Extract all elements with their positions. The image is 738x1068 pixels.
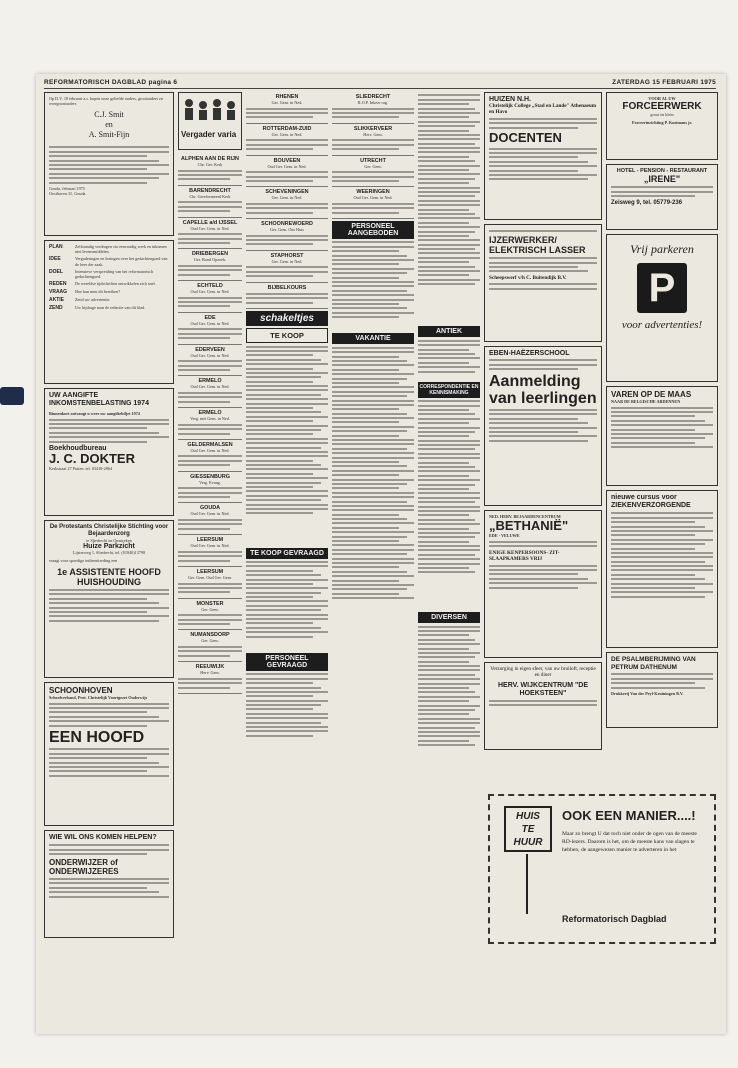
church-entry xyxy=(178,408,242,440)
huize-name: Huize Parkzicht xyxy=(83,543,135,551)
church-location: GIESSENBURG xyxy=(190,473,230,480)
church-entry xyxy=(246,156,328,188)
varen-title: VAREN OP DE MAAS xyxy=(611,390,692,399)
column-1 xyxy=(44,92,174,942)
functie-title: 1e ASSISTENTE HOOFD HUISHOUDING xyxy=(57,566,161,587)
birth-address: Oosthaven 31, Gouda. xyxy=(49,191,87,197)
church-entry xyxy=(178,376,242,408)
sign-post xyxy=(526,854,528,914)
varen-ad xyxy=(606,386,718,486)
wie-title: WIE WIL ONS KOMEN HELPEN? xyxy=(49,834,157,841)
rd-name: Reformatorisch Dagblad xyxy=(562,914,667,924)
huize-address: Lijsterweg 1, Sliedrecht, tel. (01840)13798 xyxy=(72,550,146,556)
church-congregation: Ger. Gem. in Ned. xyxy=(271,195,303,201)
church-location: EDERVEEN xyxy=(195,346,225,353)
birth-intro: Op D.V. 18 februari a.s. hopen onze geliefde ouders, grootouders en overgrootouders xyxy=(49,96,163,107)
church-congregation: Herv. Gem. xyxy=(200,670,220,676)
legend-label-idee: IDEE xyxy=(49,256,61,263)
te-koop-gevraagd-heading: TE KOOP GEVRAAGD xyxy=(246,548,328,559)
church-congregation: Ger. Gem. Ons Huis xyxy=(269,227,305,233)
bethanie-pre: NED. HERV. BEJAARDENCENTRUM xyxy=(489,514,561,519)
ijzer-title: IJZERWERKER/ ELEKTRISCH LASSER xyxy=(489,234,586,255)
huis-te-huur-sign-icon xyxy=(504,806,552,852)
church-location: ROTTERDAM-ZUID xyxy=(262,125,312,132)
church-location: ERMELO xyxy=(198,410,222,417)
sign-huis: HUIS xyxy=(516,811,540,822)
te-koop-heading: TE KOOP xyxy=(246,328,328,343)
eben-title: EBEN-HAËZERSCHOOL xyxy=(489,350,570,357)
ook-een-title: OOK EEN MANIER....! xyxy=(562,808,696,823)
church-entry xyxy=(178,249,242,281)
church-congregation: Herv. Gem. xyxy=(363,131,383,137)
column-2 xyxy=(178,92,242,694)
ook-een-manier-ad xyxy=(488,794,716,944)
church-congregation: Ger. Gem. in Ned. xyxy=(271,100,303,105)
church-entry xyxy=(246,124,328,156)
hotel-name: „IRENE" xyxy=(643,174,681,184)
dokter-name: J. C. DOKTER xyxy=(49,450,135,466)
legend-block xyxy=(44,240,174,384)
birth-name-1: C.J. Smit xyxy=(94,110,124,120)
forceer-ad xyxy=(606,92,718,160)
verzorging-text: Verzorging in eigen sfeer, van uw bruiloft, receptie en diner xyxy=(490,666,596,679)
church-location: SCHEVENINGEN xyxy=(265,189,309,196)
legend-label-plan: PLAN xyxy=(49,244,63,250)
voor-title: VOOR AL UW xyxy=(648,96,676,101)
hoeksteen-title: HERV. WIJKCENTRUM "DE HOEKSTEEN" xyxy=(497,681,589,697)
eben-ad xyxy=(484,346,602,506)
church-location: GELDERMALSEN xyxy=(187,441,233,448)
church-entry xyxy=(178,440,242,472)
schoonhoven-ad xyxy=(44,682,174,826)
church-location: REEUWIJK xyxy=(195,664,225,671)
church-entry xyxy=(332,92,414,124)
church-congregation: Ger. Gem. xyxy=(364,163,382,169)
church-location: BIJBELKOURS xyxy=(267,284,307,291)
legend-label-doel: DOEL xyxy=(49,268,63,275)
legend-label-zend: ZEND xyxy=(49,305,63,312)
church-location: EDE xyxy=(204,314,216,321)
church-entry xyxy=(178,662,242,694)
church-congregation: Oud Ger. Gem. in Ned. xyxy=(190,320,230,326)
correspondentie-heading: CORRESPONDENTIE EN KENNISMAKING xyxy=(419,383,479,396)
church-location: RHENEN xyxy=(275,94,299,100)
church-congregation: Oud Ger. Gem. in Ned. xyxy=(190,447,230,453)
church-congregation: Chr. Gereformeerd Kerk xyxy=(189,193,231,199)
hoeksteen-ad xyxy=(484,662,602,750)
church-congregation: Ger. Bond Opzoek. xyxy=(193,257,227,263)
birth-announcement xyxy=(44,92,174,236)
church-location: LEERSUM xyxy=(196,568,224,575)
page-header xyxy=(44,79,716,89)
church-entry xyxy=(246,283,328,310)
aanmelding-title: Aanmelding van leerlingen xyxy=(489,372,597,407)
church-entry xyxy=(178,630,242,662)
newspaper-page xyxy=(36,74,726,1034)
ijzer-company: Scheepswerf v/h C. Buitendijk B.V. xyxy=(489,274,567,281)
church-congregation: Oud Ger. Gem. in Ned. xyxy=(353,195,393,201)
stichting-ad xyxy=(44,520,174,678)
col3-church-list xyxy=(246,92,328,309)
church-location: ECHTELD xyxy=(197,283,223,290)
legend-text-vraag: Hoe kan men dit bereiken? xyxy=(75,289,121,295)
psalm-company: Drukkerij Van der Peyl-Kruiningen B.V. xyxy=(611,690,684,696)
column-5 xyxy=(418,92,480,776)
church-congregation: Oud Ger. Gem. in Ned. xyxy=(190,511,230,517)
docenten-title: DOCENTEN xyxy=(489,130,562,146)
huizen-title: HUIZEN N.H. xyxy=(489,96,531,103)
legend-label-vraag: VRAAG xyxy=(49,289,68,296)
sign-te: TE xyxy=(521,824,535,835)
church-congregation: R.O.P. Inkeer org. xyxy=(357,100,389,105)
church-entry xyxy=(178,472,242,504)
church-congregation: Oud Ger. Gem. in Ned. xyxy=(190,543,230,549)
onderwijzer-ad xyxy=(44,830,174,938)
church-location: LEERSUM xyxy=(196,537,224,544)
zenne-title: ENIGE KENPERSOONS- ZIT-SLAAPKAMERS VRIJ xyxy=(489,549,560,562)
legend-text-idee: Vergaderingen en lezingen over het gedachtengoed van de heer der zaak. xyxy=(75,256,168,267)
church-entry xyxy=(246,92,328,124)
church-congregation: Oud Ger. Gem. in Ned. xyxy=(190,352,230,358)
church-congregation: Verg. met Gem. in Ned. xyxy=(190,416,230,422)
parking-sign-icon: P xyxy=(637,263,687,313)
church-location: MONSTER xyxy=(196,600,224,607)
header-left: REFORMATORISCH DAGBLAD pagina 6 xyxy=(44,79,178,86)
church-location: WEERINGEN xyxy=(356,189,390,196)
ook-een-text: Maar zo brengt U dat toch niet onder de ogen van de meeste RD-lezers. Daarom is het, om de meeste kans van slagen te hebben, de aangewezen manier te adverteren in het xyxy=(562,831,697,853)
header-right: ZATERDAG 15 FEBRUARI 1975 xyxy=(612,79,716,86)
stichting-title: De Protestants Christelijke Stichting voor Bejaardenzorg xyxy=(49,524,169,537)
church-entry xyxy=(178,186,242,218)
birth-date: Gouda, februari 1975 xyxy=(49,185,85,191)
antiek-heading: ANTIEK xyxy=(418,326,480,337)
vergader-varia-box xyxy=(178,92,242,150)
personeel-gevraagd-heading: PERSONEEL GEVRAAGD xyxy=(246,653,328,671)
church-entry xyxy=(178,281,242,313)
vrij-parkeren-title: Vrij parkeren xyxy=(630,242,694,256)
huizen-ad xyxy=(484,92,602,220)
een-hoofd-title: EEN HOOFD xyxy=(49,728,145,746)
ziekenverz-ad xyxy=(606,490,718,648)
bethanie-ad xyxy=(484,510,602,658)
church-entry xyxy=(178,535,242,567)
tax-ad xyxy=(44,388,174,516)
ziekenverz-title: nieuwe cursus voor ZIEKENVERZORGENDE xyxy=(611,494,691,509)
birth-name-2: en xyxy=(105,120,113,130)
tax-subtitle: Binnenkort ontvangt u weer uw aangiftebiljet 1974 xyxy=(49,411,140,416)
church-entry xyxy=(246,219,328,251)
col4-church-list xyxy=(332,92,414,219)
church-location: CAPELLE a/d IJSSEL xyxy=(182,219,238,226)
church-location: SLIEDRECHT xyxy=(355,94,391,100)
vraagt-text: vraagt voor spoedige indiensttreding een xyxy=(49,558,118,564)
ijzer-ad xyxy=(484,224,602,342)
column-3 xyxy=(246,92,328,753)
church-location: ALPHEN AAN DE RIJN xyxy=(181,156,239,162)
church-location: ERMELO xyxy=(198,378,222,385)
legend-text-plan: Zelfstandig verdragen via eenvoudig werk en inkomen met levensmiddelen. xyxy=(75,244,167,255)
vakantie-heading: VAKANTIE xyxy=(332,333,414,344)
church-location: BOUVEEN xyxy=(273,157,301,164)
diversen-heading: DIVERSEN xyxy=(418,612,480,623)
church-entry xyxy=(246,187,328,219)
church-entry xyxy=(332,156,414,188)
church-congregation: Verg. Evang. xyxy=(199,479,221,485)
hotel-ad xyxy=(606,164,718,230)
church-congregation: Oud Ger. Gem. in Ned. xyxy=(267,163,307,169)
church-location: DRIEBERGEN xyxy=(192,251,228,258)
schoonhoven-title: SCHOONHOVEN xyxy=(49,686,113,695)
church-entry xyxy=(332,124,414,156)
voor-advertenties: voor advertenties! xyxy=(621,319,703,331)
church-congregation: Oud Ger. Gem. in Ned. xyxy=(190,289,230,295)
boekhoud-label: Boekhoudbureau xyxy=(49,444,107,452)
church-entry xyxy=(178,218,242,250)
church-congregation: Oud Ger. Gem. in Ned. xyxy=(190,225,230,231)
varen-sub: NAAR DE BELGISCHE ARDENNEN xyxy=(611,399,681,404)
legend-text-doel: Intensieve verspreiding van het reformatorisch gedachtengoed. xyxy=(75,268,154,280)
huizen-sub: Christelijk College „Stad en Lande" Athenaeum en Havo xyxy=(489,103,597,116)
forceer-company: Forceerinrichting P. Kooimans jr. xyxy=(632,120,692,126)
meeting-illustration-icon xyxy=(181,95,239,125)
church-congregation: Oud Ger. Gem. in Ned. xyxy=(190,384,230,390)
church-congregation: Ger. Gem. in Ned. xyxy=(271,258,303,264)
bethanie-location: EDE - VELUWE xyxy=(489,533,520,539)
schoonhoven-sub: Schoolverband, Prot. Christelijk Voortgezet Onderwijs xyxy=(49,695,148,700)
forceer-sub: groot en klein xyxy=(650,112,674,118)
church-location: SLIKKERVEER xyxy=(353,125,393,132)
psalm-ad xyxy=(606,652,718,728)
legend-label-reden: REDEN xyxy=(49,281,67,288)
church-location: STAPHORST xyxy=(270,252,304,259)
legend-text-aktie: Zend uw advertentie. xyxy=(75,297,111,303)
church-location: BARENDRECHT xyxy=(189,187,231,194)
personeel-aangeboden-heading: PERSONEEL AANGEBODEN xyxy=(332,221,414,239)
vergader-title: Vergader varia xyxy=(181,130,237,139)
church-entry xyxy=(178,345,242,377)
dokter-address: Kerkstraat 27 Putten. tel. 03418-2864 xyxy=(49,465,113,471)
church-location: GOUDA xyxy=(199,505,221,512)
onderwijzer-title: ONDERWIJZER of ONDERWIJZERES xyxy=(49,857,119,876)
church-entry xyxy=(178,567,242,599)
church-entry xyxy=(178,599,242,631)
parkeren-ad xyxy=(606,234,718,382)
church-location: NUMANSDORP xyxy=(190,632,230,639)
church-congregation: Chr. Ger. Kerk xyxy=(197,162,223,167)
schakeltjes-heading: schakeltjes xyxy=(246,311,328,326)
tax-title: UW AANGIFTE INKOMSTENBELASTING 1974 xyxy=(49,392,149,407)
col2-church-list xyxy=(178,154,242,694)
church-entry xyxy=(178,154,242,186)
church-entry xyxy=(178,503,242,535)
stichting-sub: te Sliedrecht en Omstreken xyxy=(86,538,132,543)
church-entry xyxy=(332,187,414,219)
church-entry xyxy=(178,313,242,345)
legend-text-zend: Uw bijdrage naar de redactie van dit blad. xyxy=(75,305,146,311)
birth-name-3: A. Smit-Fijn xyxy=(88,130,130,140)
legend-text-reden: De wereldse tijdschriften ontwikkelen zich snel. xyxy=(75,281,156,287)
column-4 xyxy=(332,92,414,647)
psalm-title: DE PSALMBERIJMING VAN PETRUM DATHENUM xyxy=(611,656,696,671)
column-7 xyxy=(606,92,718,732)
hotel-title: HOTEL - PENSION - RESTAURANT xyxy=(616,168,708,174)
church-location: UTRECHT xyxy=(360,157,386,164)
forceer-title: FORCEERWERK xyxy=(622,101,702,113)
column-6 xyxy=(484,92,602,754)
church-congregation: Ger. Gem. Oud Ger. Gem. xyxy=(188,574,232,580)
church-congregation: Ger. Gem. xyxy=(201,606,219,612)
binder-tab xyxy=(0,387,24,405)
sign-huur: HUUR xyxy=(513,837,543,848)
legend-label-aktie: AKTIE xyxy=(49,297,64,304)
church-location: SCHOONREWOERD xyxy=(261,221,313,228)
church-entry xyxy=(246,251,328,283)
hotel-address: Zeisweg 9, tel. 05779-236 xyxy=(611,199,683,206)
church-congregation: Ger. Gem. xyxy=(201,638,219,644)
bethanie-title: „BETHANIË" xyxy=(489,518,569,534)
church-congregation: Ger. Gem. in Ned. xyxy=(271,131,303,137)
